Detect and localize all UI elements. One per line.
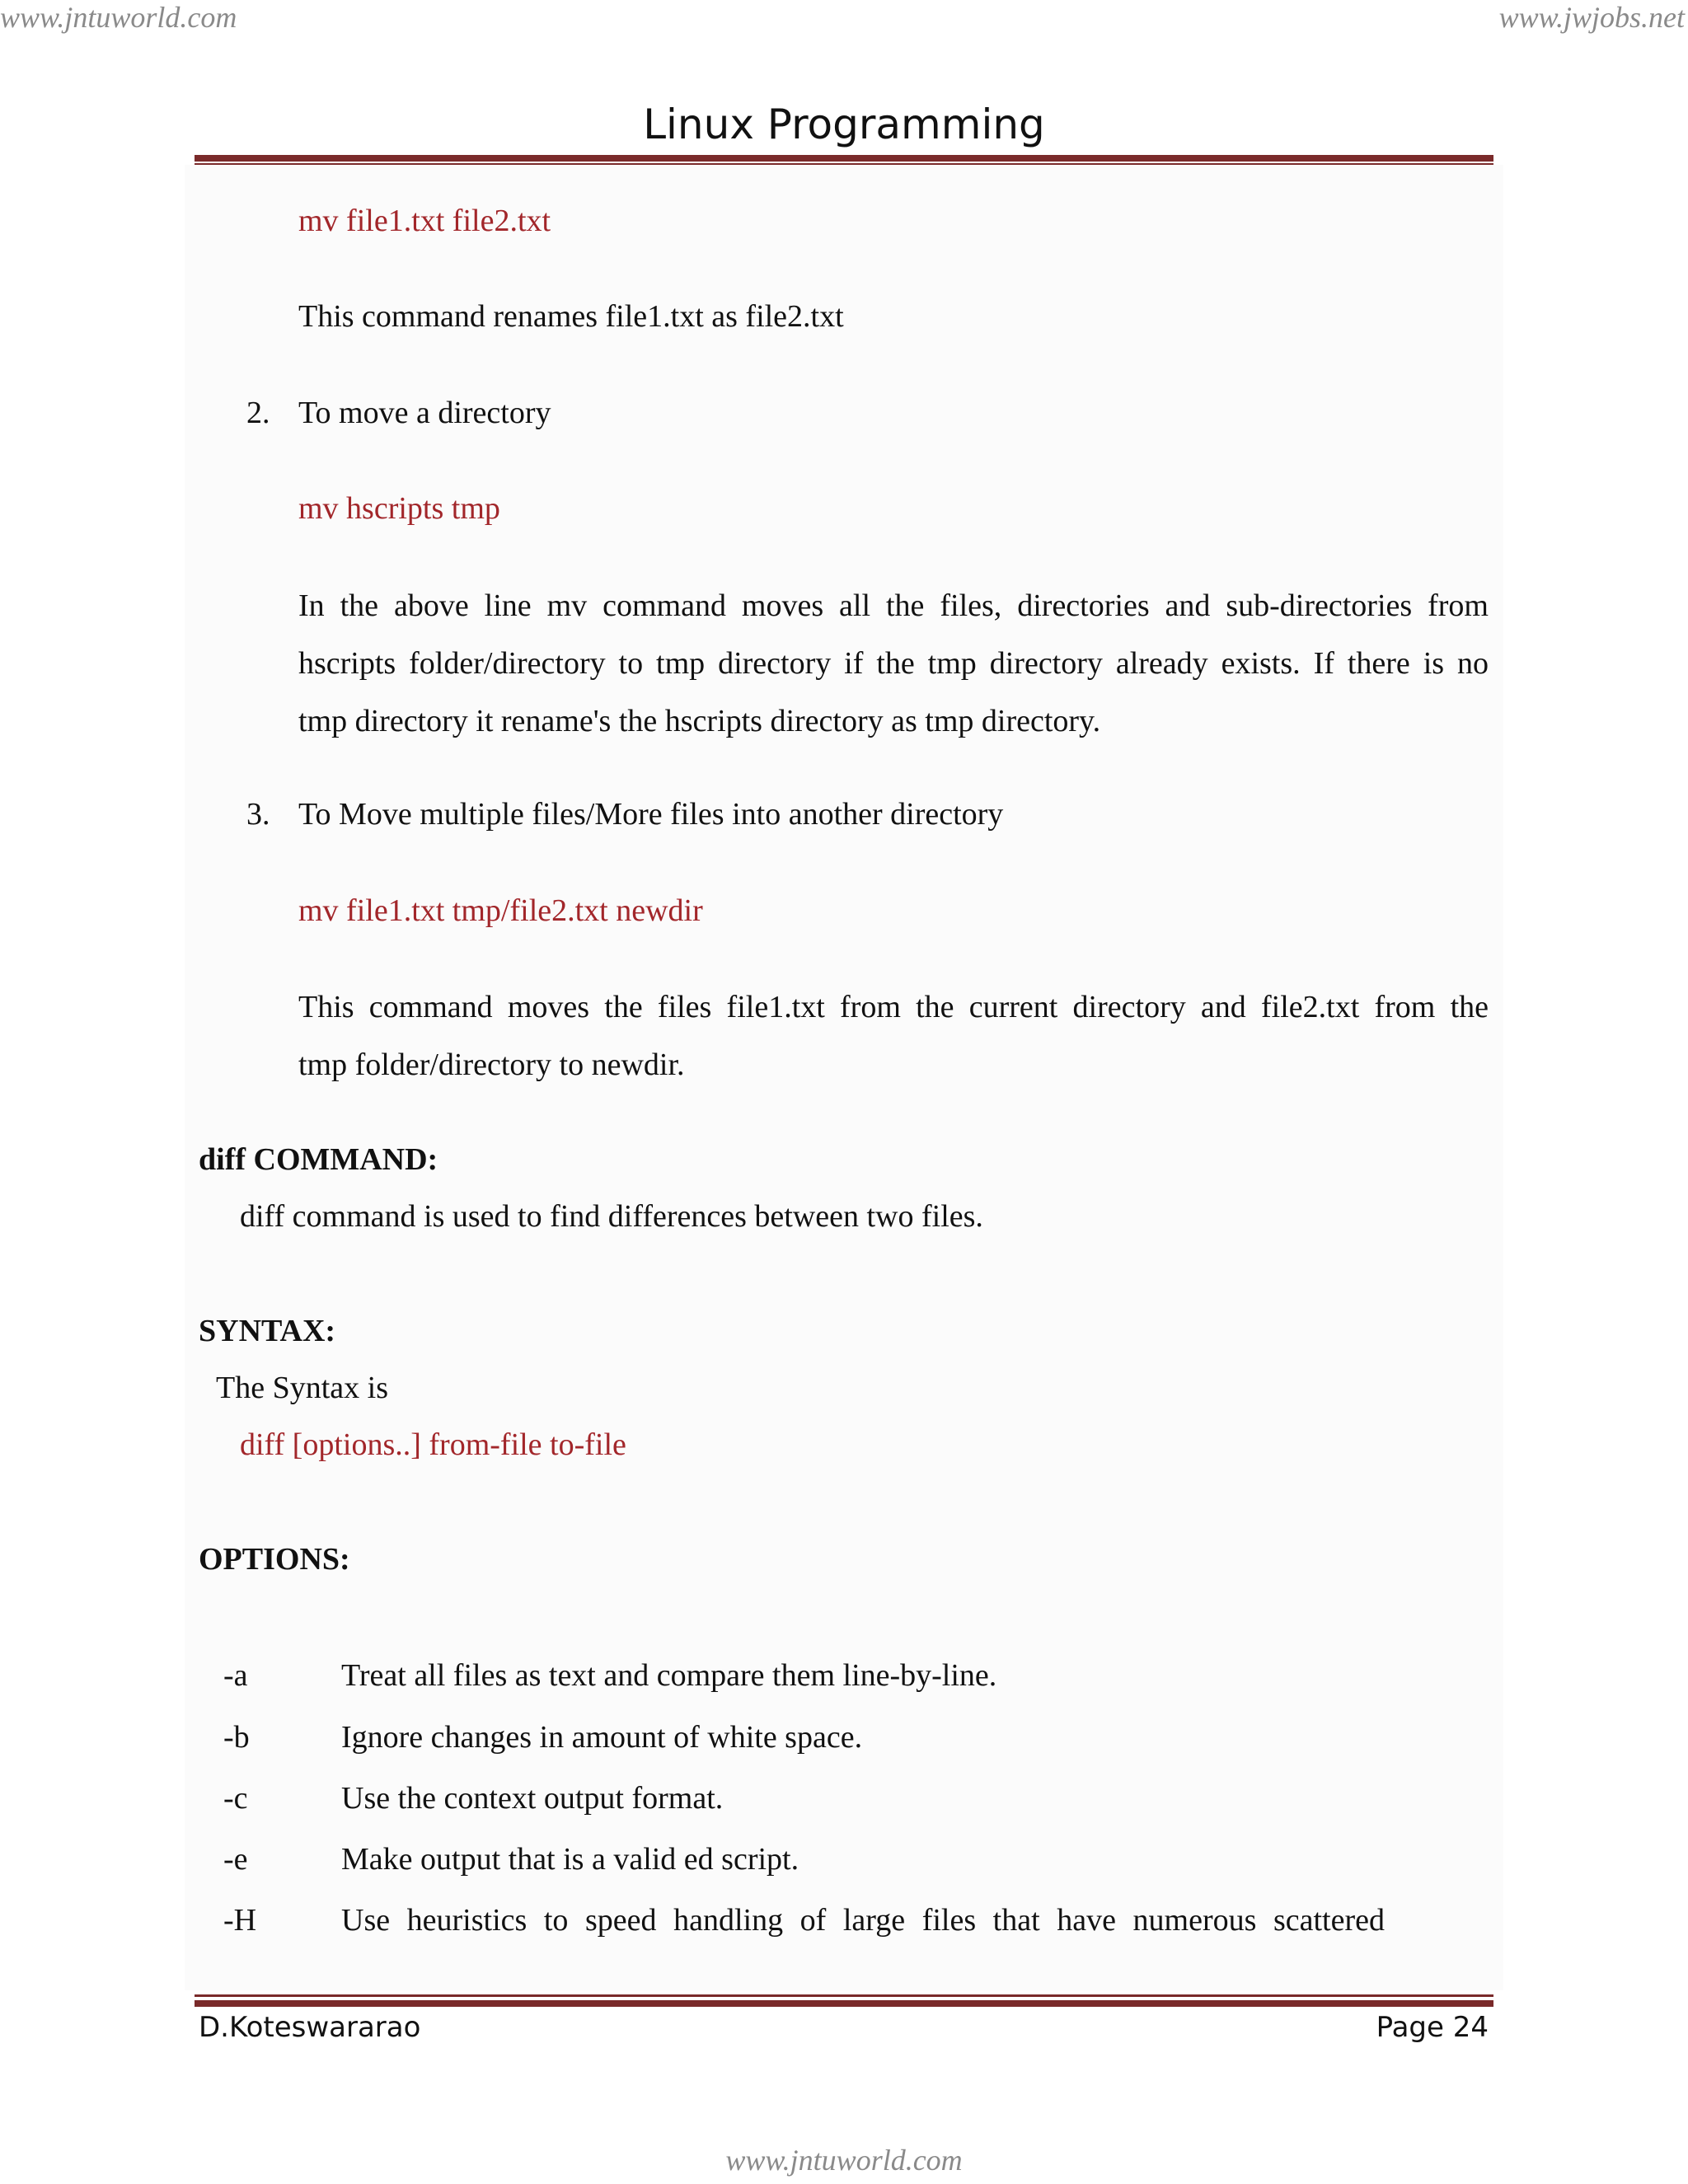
option-description-line: Use heuristics to speed handling of large files that have numerous scattered [341,1903,1385,1938]
header-rule-thick [195,155,1493,162]
option-flag: -c [223,1781,248,1816]
section-heading-options: OPTIONS: [199,1542,350,1577]
option-description: Ignore changes in amount of white space. [341,1720,863,1755]
diff-description: diff command is used to find differences between two files. [240,1199,983,1234]
command-mv-multiple: mv file1.txt tmp/file2.txt newdir [298,893,703,928]
paragraph-line: In the above line mv command moves all the files, directories and sub-directories from [298,588,1489,623]
list-item-3-title: To Move multiple files/More files into another directory [298,797,1004,832]
option-description: Treat all files as text and compare them line-by-line. [341,1658,997,1693]
footer-author: D.Koteswararao [199,2011,421,2044]
syntax-intro: The Syntax is [216,1371,388,1405]
option-description: Use the context output format. [341,1781,724,1816]
watermark-top-right[interactable]: www.jwjobs.net [1498,1,1685,34]
list-number-3: 3. [246,797,270,832]
option-flag: -e [223,1842,248,1877]
footer-rule-thin [195,1994,1493,1997]
paragraph-line: tmp directory it rename's the hscripts directory as tmp directory. [298,704,1101,738]
syntax-command: diff [options..] from-file to-file [240,1427,626,1462]
watermark-bottom[interactable]: www.jntuworld.com [725,2144,963,2177]
paragraph-line: hscripts folder/directory to tmp directory if the tmp directory already exists. If there is no [298,646,1489,681]
option-flag: -a [223,1658,248,1693]
watermark-top-left[interactable]: www.jntuworld.com [0,1,237,34]
rename-description: This command renames file1.txt as file2.txt [298,299,844,334]
option-description: Make output that is a valid ed script. [341,1842,799,1877]
move-directory-description [298,577,1489,750]
footer-rule-thick [195,2000,1493,2007]
list-number-2: 2. [246,396,270,430]
paragraph-line: tmp folder/directory to newdir. [298,1047,685,1082]
paragraph-line: This command moves the files file1.txt from the current directory and file2.txt from the [298,990,1489,1024]
option-flag: -H [223,1903,257,1938]
list-item-2-title: To move a directory [298,396,551,430]
footer-page-number: Page 24 [1376,2011,1489,2044]
section-heading-diff-command: diff COMMAND: [199,1142,438,1177]
move-multiple-description [298,978,1489,1094]
command-mv-directory: mv hscripts tmp [298,491,500,526]
option-description [341,1891,1385,1950]
option-flag: -b [223,1720,250,1755]
command-mv-rename: mv file1.txt file2.txt [298,204,551,238]
section-heading-syntax: SYNTAX: [199,1314,336,1348]
page-header-title: Linux Programming [643,101,1045,148]
